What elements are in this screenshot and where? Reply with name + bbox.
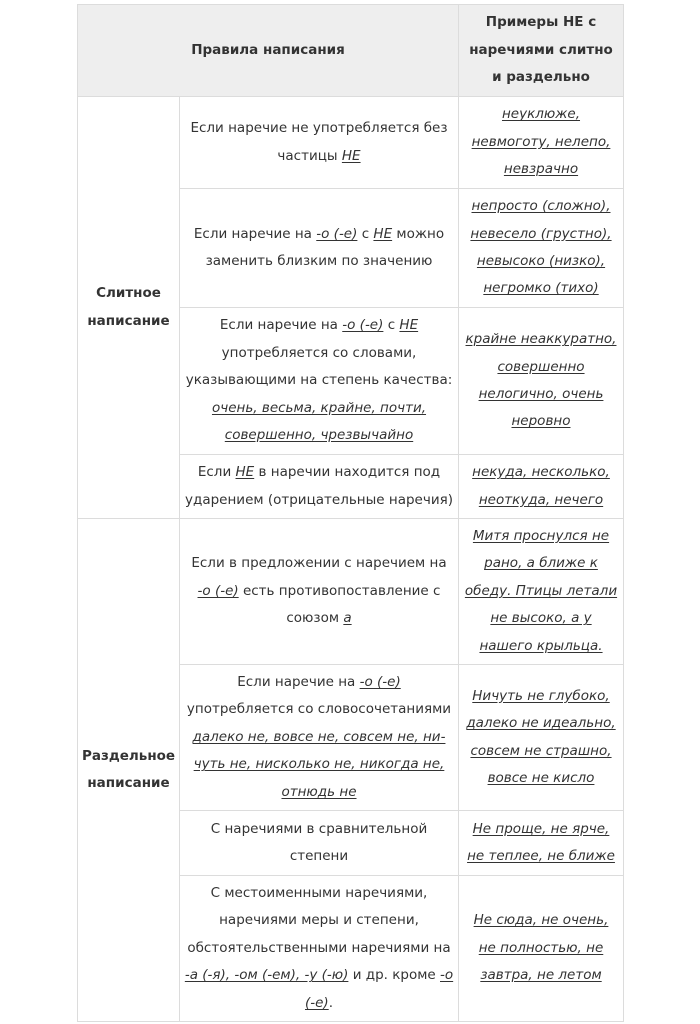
table-row (78, 519, 624, 665)
rule-cell: Если наречие на -о (-е) с НЕ употребляется со словами, указывающими на степень качества: очень, весьма, крайне, почти, совершенно, чрезвычайно (180, 308, 459, 455)
group-together: Слитное написание (78, 97, 180, 519)
example-cell: неуклюже, невмоготу, нелепо, невзрачно (459, 97, 624, 189)
table-row (78, 97, 624, 189)
rule-cell: Если в предложении с наречием на -о (-е) есть противопоставление с союзом а (180, 519, 459, 665)
table-header-row (78, 5, 624, 97)
example-cell: крайне неаккуратно, совершенно нелогично, очень неровно (459, 308, 624, 455)
header-rules: Правила написания (78, 5, 459, 97)
rules-table (77, 4, 624, 1022)
example-cell: некуда, несколько, неоткуда, нечего (459, 455, 624, 519)
example-cell: Ничуть не глубоко, далеко не идеально, совсем не страшно, вовсе не кисло (459, 665, 624, 811)
rule-cell: Если НЕ в наречии находится под ударением (отрицательные наречия) (180, 455, 459, 519)
rule-cell: Если наречие на -о (-е) употребляется со словосочетаниями далеко не, вовсе не, совсем не, ни-чуть не, нисколько не, никогда не, отнюдь не (180, 665, 459, 811)
example-cell: Митя проснулся не рано, а ближе к обеду. Птицы летали не высоко, а у нашего крыльца. (459, 519, 624, 665)
example-cell: Не сюда, не очень, не полностью, не завтра, не летом (459, 876, 624, 1022)
example-cell: непросто (сложно), невесело (грустно), невысоко (низко), негромко (тихо) (459, 189, 624, 308)
rule-cell: С наречиями в сравнительной степени (180, 811, 459, 876)
rule-cell: Если наречие на -о (-е) с НЕ можно заменить близким по значению (180, 189, 459, 308)
rule-cell: Если наречие не употребляется без частицы НЕ (180, 97, 459, 189)
group-separate: Раздельное написание (78, 519, 180, 1022)
header-examples: Примеры НЕ с наречиями слитно и раздельно (459, 5, 624, 97)
rule-cell: С местоименными наречиями, наречиями меры и степени, обстоятельственными наречиями на -а (-я), -ом (-ем), -у (-ю) и др. кроме -о (-е). (180, 876, 459, 1022)
example-cell: Не проще, не ярче, не теплее, не ближе (459, 811, 624, 876)
